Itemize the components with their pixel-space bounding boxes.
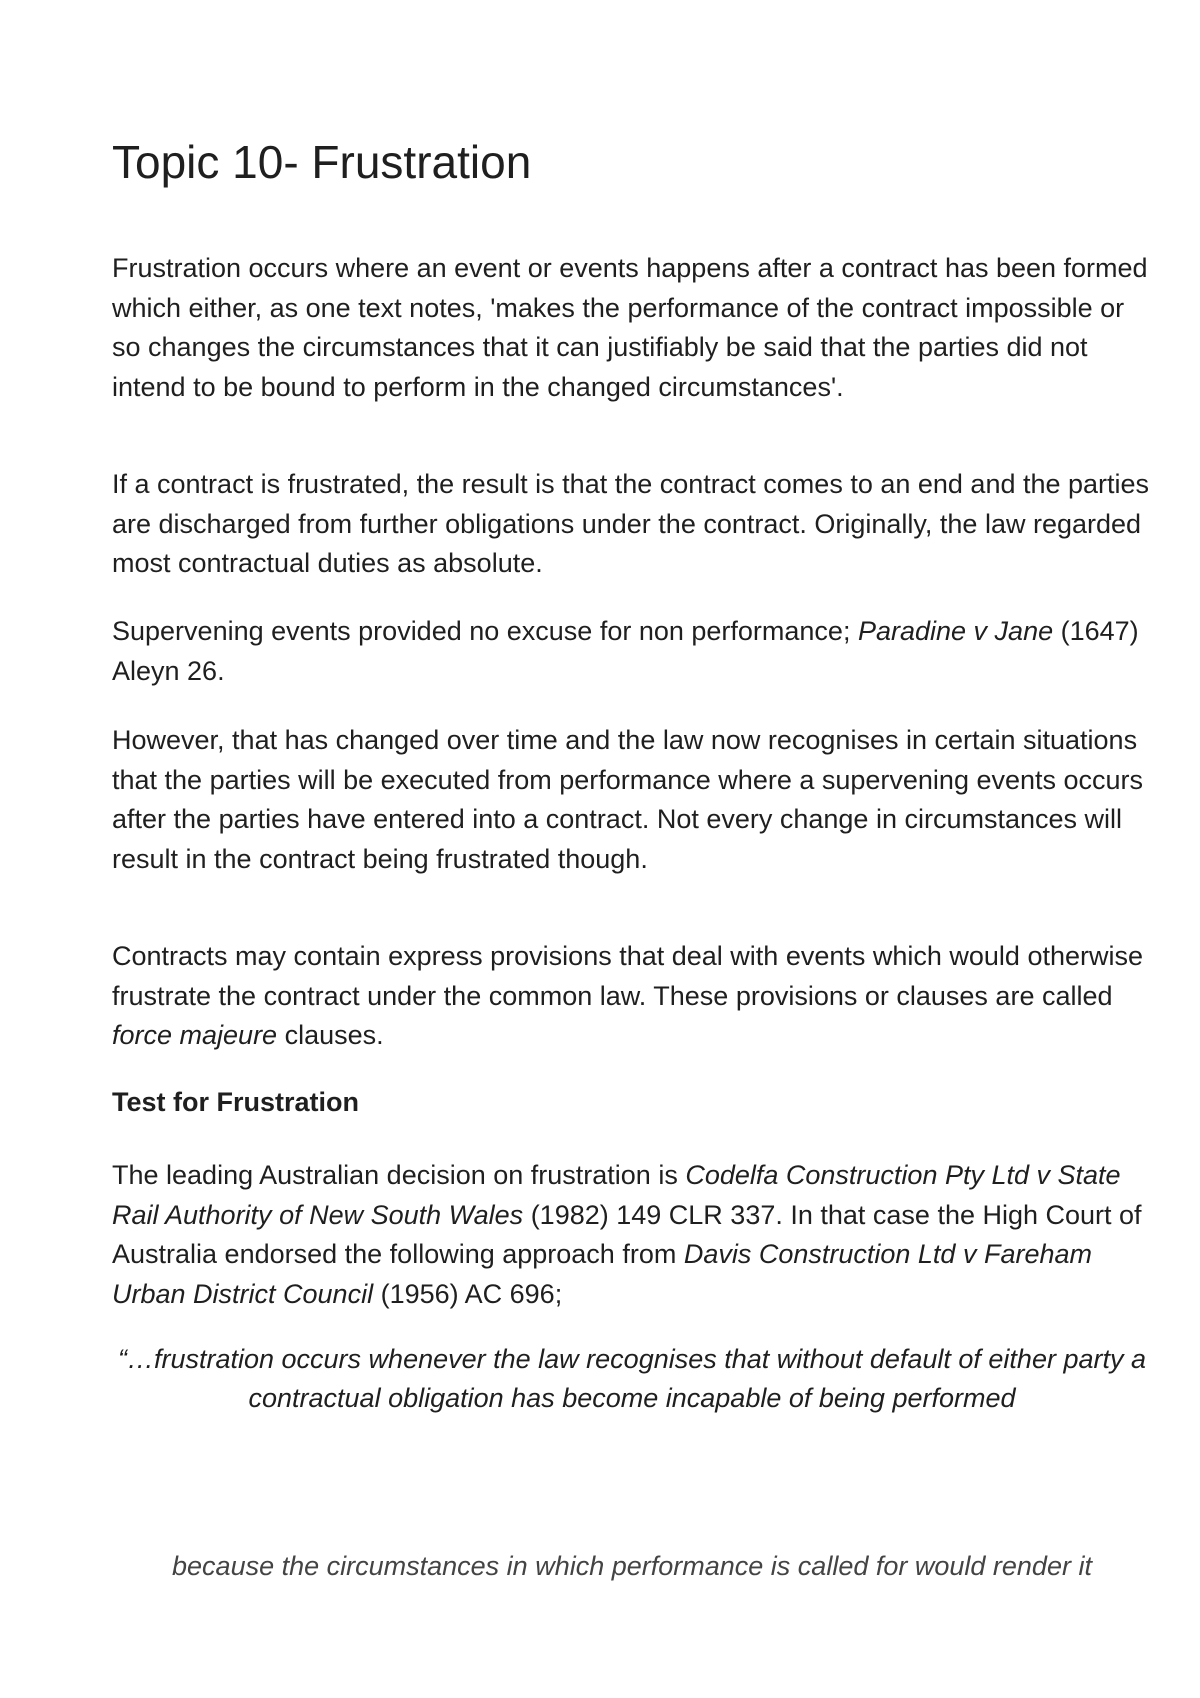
term-force-majeure: force majeure [112,1020,278,1050]
paragraph-text: (1647) Aleyn 26. [112,616,1139,686]
case-name: Davis Construction Ltd v Fareham Urban District Council [112,1239,1092,1309]
paragraph-supervening [112,612,1152,691]
case-name: Paradine v Jane [857,616,1054,646]
paragraph-text: clauses. [277,1020,384,1050]
truncated-line [112,1551,1152,1583]
paragraph-change: However, that has changed over time and the law now recognises in certain situations that the parties will be executed from performance where a supervening events occurs after the parties have entered into a contract. Not every change in circumstances will result in the contract being frustrated though. [112,725,1144,874]
case-name: Codelfa Construction Pty Ltd v State Rail Authority of New South Wales [112,1160,1121,1230]
document-title: Topic 10- Frustration [112,136,532,188]
paragraph-leading-decision [112,1156,1152,1314]
paragraph-text: (1982) 149 CLR 337. In that case the High Court of Australia endorsed the following approach from [112,1199,1142,1269]
paragraph-text: (1956) AC 696; [373,1278,563,1309]
paragraph-text: The leading Australian decision on frustration is [112,1160,686,1190]
section-heading: Test for Frustration [112,1087,360,1117]
block-quote: “…frustration occurs whenever the law recognises that without default of either party a contractual obligation has become incapable of being performed [117,1344,1147,1413]
paragraph-force-majeure [112,937,1152,1056]
paragraph-text: Contracts may contain express provisions that deal with events which would otherwise frustrate the contract under the common law. These provisions or clauses are called [112,941,1143,1011]
truncated-line-text: because the circumstances in which performance is called for would render it [172,1551,1092,1581]
paragraph-text: Supervening events provided no excuse for non performance; [112,616,858,646]
paragraph-definition: Frustration occurs where an event or events happens after a contract has been formed which either, as one text notes, 'makes the performance of the contract impossible or so changes the circumstances that it can justifiably be said that the parties did not intend to be bound to perform in the changed circumstances'. [112,253,1148,402]
paragraph-effect: If a contract is frustrated, the result is that the contract comes to an end and the parties are discharged from further obligations under the contract. Originally, the law regarded most contractual duties as absolute. [112,469,1150,578]
